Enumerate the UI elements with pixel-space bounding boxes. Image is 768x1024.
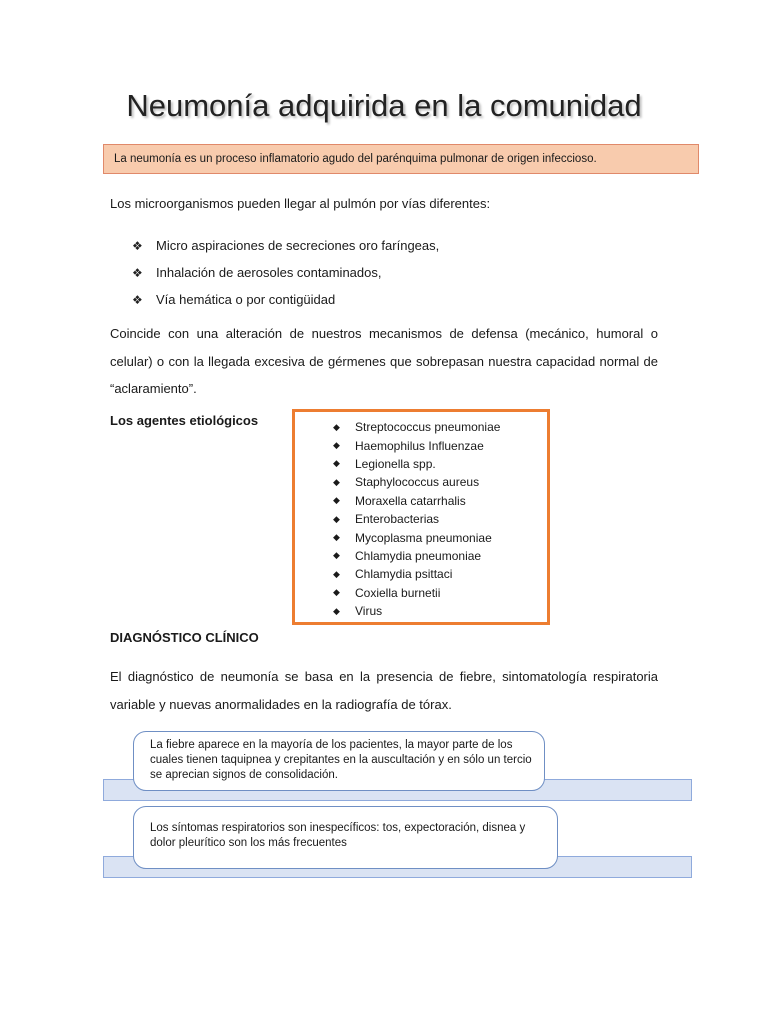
- mechanism-paragraph: Coincide con una alteración de nuestros mecanismos de defensa (mecánico, humoral o celular) o con la llegada excesiva de gérmenes que sobrepasan nuestra capacidad normal de “aclaramiento”.: [110, 326, 658, 396]
- agent-name: Moraxella catarrhalis: [355, 493, 466, 508]
- agent-name: Chlamydia psittaci: [355, 567, 453, 582]
- list-item: [132, 286, 439, 313]
- list-item: [333, 565, 500, 583]
- agent-name: Staphylococcus aureus: [355, 475, 480, 490]
- diamond-bullet-icon: ◆: [333, 495, 340, 506]
- list-item: [333, 547, 500, 565]
- agent-name: Chlamydia pneumoniae: [355, 548, 482, 563]
- list-item: [132, 259, 439, 286]
- diamond-bullet-icon: ◆: [333, 458, 340, 469]
- definition-box: La neumonía es un proceso inflamatorio agudo del parénquima pulmonar de origen infeccioso.: [103, 144, 699, 174]
- list-item: [333, 473, 500, 491]
- diamond-bullet-icon: ❖: [132, 292, 143, 307]
- diamond-bullet-icon: ◆: [333, 568, 340, 579]
- route-text: Vía hemática o por contigüidad: [156, 292, 336, 307]
- list-item: [333, 455, 500, 473]
- route-text: Inhalación de aerosoles contaminados,: [156, 265, 382, 280]
- page-title: Neumonía adquirida en la comunidad: [126, 88, 642, 123]
- diamond-bullet-icon: ◆: [333, 587, 340, 598]
- agent-name: Legionella spp.: [355, 456, 436, 471]
- symptoms-callout: Los síntomas respiratorios son inespecíficos: tos, expectoración, disnea y dolor pleurítico son los más frecuentes: [133, 806, 558, 869]
- diagnosis-paragraph: El diagnóstico de neumonía se basa en la presencia de fiebre, sintomatología respiratoria variable y nuevas anormalidades en la radiografía de tórax.: [110, 669, 658, 712]
- diamond-bullet-icon: ◆: [333, 532, 340, 543]
- list-item: [333, 528, 500, 546]
- diamond-bullet-icon: ❖: [132, 265, 143, 280]
- list-item: [333, 584, 500, 602]
- agent-name: Enterobacterias: [355, 512, 440, 527]
- list-item: [333, 492, 500, 510]
- diamond-bullet-icon: ◆: [333, 476, 340, 487]
- agent-name: Coxiella burnetii: [355, 585, 441, 600]
- diamond-bullet-icon: ◆: [333, 421, 340, 432]
- routes-list: [132, 232, 439, 313]
- list-item: [132, 232, 439, 259]
- agents-list: [333, 418, 500, 620]
- agent-name: Streptococcus pneumoniae: [355, 420, 501, 435]
- diamond-bullet-icon: ◆: [333, 513, 340, 524]
- intro-paragraph: Los microorganismos pueden llegar al pulmón por vías diferentes:: [110, 196, 491, 211]
- diamond-bullet-icon: ❖: [132, 238, 143, 253]
- fever-callout: La fiebre aparece en la mayoría de los pacientes, la mayor parte de los cuales tienen taquipnea y crepitantes en la auscultación y en sólo un tercio se aprecian signos de consolidación.: [133, 731, 545, 791]
- diamond-bullet-icon: ◆: [333, 605, 340, 616]
- agents-label: Los agentes etiológicos: [110, 413, 259, 428]
- list-item: [333, 602, 500, 620]
- list-item: [333, 510, 500, 528]
- list-item: [333, 436, 500, 454]
- agents-box: [292, 409, 550, 625]
- route-text: Micro aspiraciones de secreciones oro faríngeas,: [156, 238, 440, 253]
- agent-name: Virus: [355, 604, 383, 619]
- agent-name: Haemophilus Influenzae: [355, 438, 484, 453]
- list-item: [333, 418, 500, 436]
- diagnosis-heading: DIAGNÓSTICO CLÍNICO: [110, 630, 259, 645]
- agent-name: Mycoplasma pneumoniae: [355, 530, 492, 545]
- diamond-bullet-icon: ◆: [333, 550, 340, 561]
- diamond-bullet-icon: ◆: [333, 440, 340, 451]
